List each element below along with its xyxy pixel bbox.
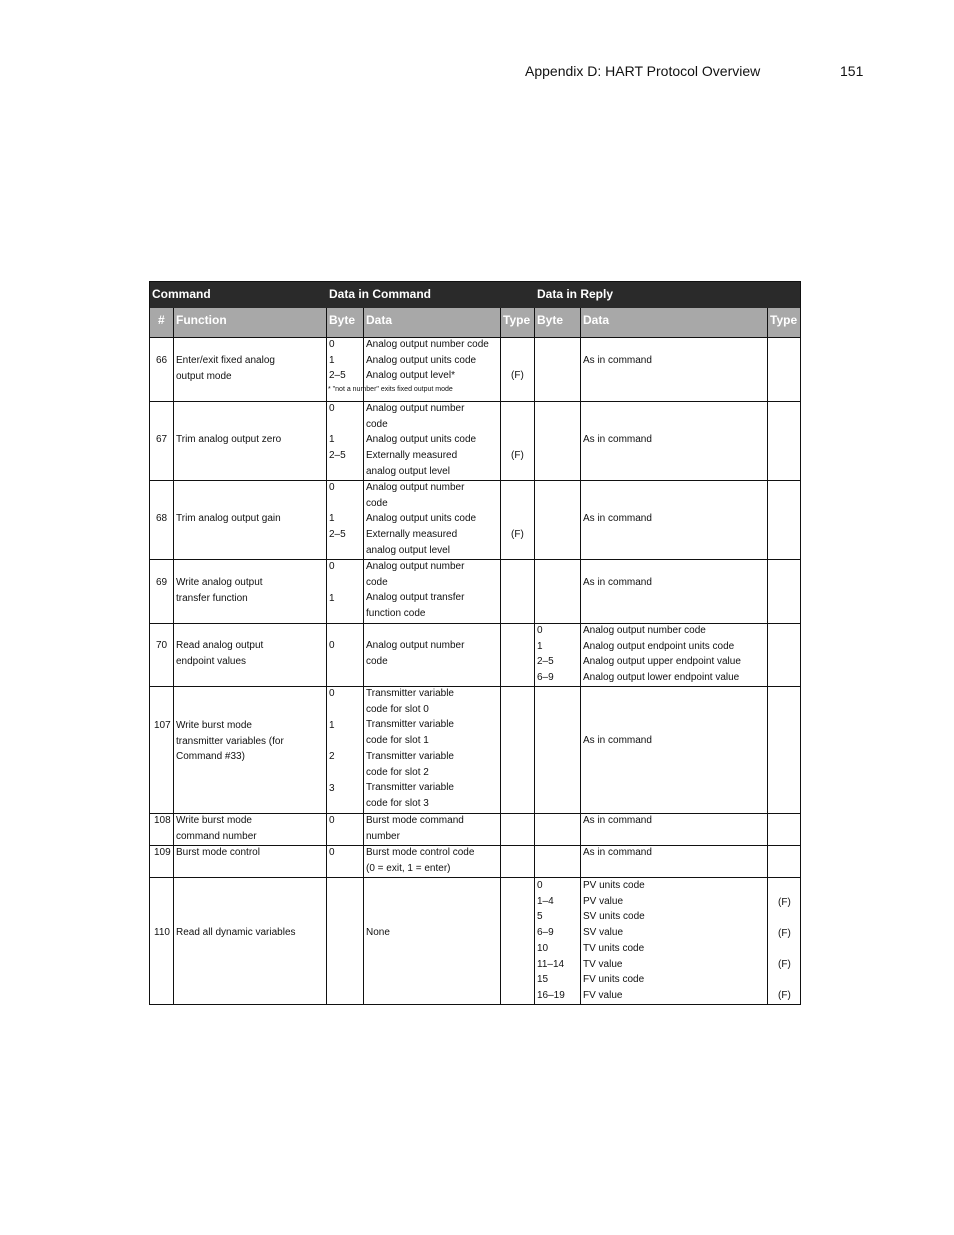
row-110-reply-type-1: (F) [778,928,791,939]
row-109-function: Burst mode control [176,847,260,858]
row-109-reply-data: As in command [583,847,652,858]
row-68-cmd-byte-0: 0 [329,482,335,493]
group-header-data-in-reply: Data in Reply [537,287,614,301]
row-108-num: 108 [154,815,171,826]
row-68-cmd-byte-1: 1 [329,513,335,524]
row-69-cmd-byte-1: 1 [329,593,335,604]
row-68-num: 68 [156,513,168,524]
row-107-cmd-byte-2: 2 [329,751,335,762]
row-69-num: 69 [156,577,168,588]
row-110-reply-data: PV units code PV value SV units code SV value TV units code TV value FV units code FV value [583,880,645,1001]
row-107-cmd-byte-1: 1 [329,720,335,731]
group-header-command: Command [152,287,211,301]
row-rule [150,686,800,687]
col-header-cmd-type: Type [503,313,531,327]
column-rule [500,308,501,1004]
row-68-cmd-byte-2: 2–5 [329,529,346,540]
group-header-data-in-command: Data in Command [329,287,432,301]
row-rule [150,877,800,878]
row-67-num: 67 [156,434,168,445]
row-107-cmd-data: Transmitter variable code for slot 0 Transmitter variable code for slot 1 Transmitter variable code for slot 2 Transmitter variable code for slot 3 [366,688,454,809]
hart-command-table [149,281,801,1005]
row-66-reply-data: As in command [583,355,652,366]
row-69-cmd-data: Analog output number code Analog output transfer function code [366,561,465,620]
row-110-num: 110 [154,927,170,938]
row-110-reply-bytes: 0 1–4 5 6–9 10 11–14 15 16–19 [537,880,565,1001]
row-66-cmd-type: (F) [511,370,524,381]
row-70-cmd-byte-0: 0 [329,640,335,651]
col-header-cmd-byte: Byte [329,313,356,327]
row-109-cmd-data: Burst mode control code (0 = exit, 1 = enter) [366,847,475,874]
row-67-cmd-type: (F) [511,450,524,461]
row-107-function: Write burst mode transmitter variables (for Command #33) [176,720,284,763]
row-70-reply-data: Analog output number code Analog output endpoint units code Analog output upper endpoint value Analog output lower endpoint value [583,625,741,684]
row-107-cmd-byte-3: 3 [329,783,335,794]
row-108-cmd-data: Burst mode command number [366,815,464,842]
row-70-num: 70 [156,640,168,651]
col-header-reply-byte: Byte [537,313,564,327]
row-68-reply-data: As in command [583,513,652,524]
row-68-function: Trim analog output gain [176,513,281,524]
row-rule [150,559,800,560]
row-107-cmd-byte-0: 0 [329,688,335,699]
row-68-cmd-type: (F) [511,529,524,540]
row-110-reply-type-0: (F) [778,897,791,908]
row-68-cmd-data: Analog output number code Analog output units code Externally measured analog output level [366,482,477,556]
row-67-cmd-data: Analog output number code Analog output units code Externally measured analog output level [366,403,477,477]
column-rule [173,308,174,1004]
row-66-footnote: * "not a number" exits fixed output mode [328,386,453,393]
row-110-reply-type-3: (F) [778,990,791,1001]
row-67-reply-data: As in command [583,434,652,445]
row-108-cmd-byte-0: 0 [329,815,335,826]
row-67-function: Trim analog output zero [176,434,282,445]
col-header-num: # [158,313,165,327]
column-rule [580,308,581,1004]
row-69-reply-data: As in command [583,577,652,588]
row-69-function: Write analog output transfer function [176,577,263,604]
column-rule [326,308,327,1004]
group-header-band [150,282,800,308]
row-70-cmd-data: Analog output number code [366,640,465,667]
row-110-cmd-data: None [366,927,390,938]
row-69-cmd-byte-0: 0 [329,561,335,572]
row-66-cmd-data: Analog output number code Analog output units code Analog output level* [366,339,489,382]
row-66-function: Enter/exit fixed analog output mode [176,355,275,382]
row-107-num: 107 [154,720,171,731]
column-rule [767,308,768,1004]
row-67-cmd-byte-2: 2–5 [329,450,346,461]
row-67-cmd-byte-0: 0 [329,403,335,414]
column-rule [363,308,364,1004]
col-header-reply-data: Data [583,313,610,327]
page-header-title: Appendix D: HART Protocol Overview [525,63,761,79]
page-number: 151 [840,63,864,79]
row-109-num: 109 [154,847,171,858]
col-header-cmd-data: Data [366,313,393,327]
row-67-cmd-byte-1: 1 [329,434,335,445]
row-108-reply-data: As in command [583,815,652,826]
column-rule [534,308,535,1004]
row-109-cmd-byte-0: 0 [329,847,335,858]
row-70-reply-bytes: 0 1 2–5 6–9 [537,625,554,684]
col-header-reply-type: Type [770,313,798,327]
row-110-reply-type-2: (F) [778,959,791,970]
column-header-band [150,308,800,338]
row-66-cmd-bytes: 0 1 2–5 [329,339,346,382]
row-107-reply-data: As in command [583,735,652,746]
row-108-function: Write burst mode command number [176,815,257,842]
row-66-num: 66 [156,355,168,366]
col-header-function: Function [176,313,227,327]
row-110-function: Read all dynamic variables [176,927,296,938]
row-70-function: Read analog output endpoint values [176,640,264,667]
